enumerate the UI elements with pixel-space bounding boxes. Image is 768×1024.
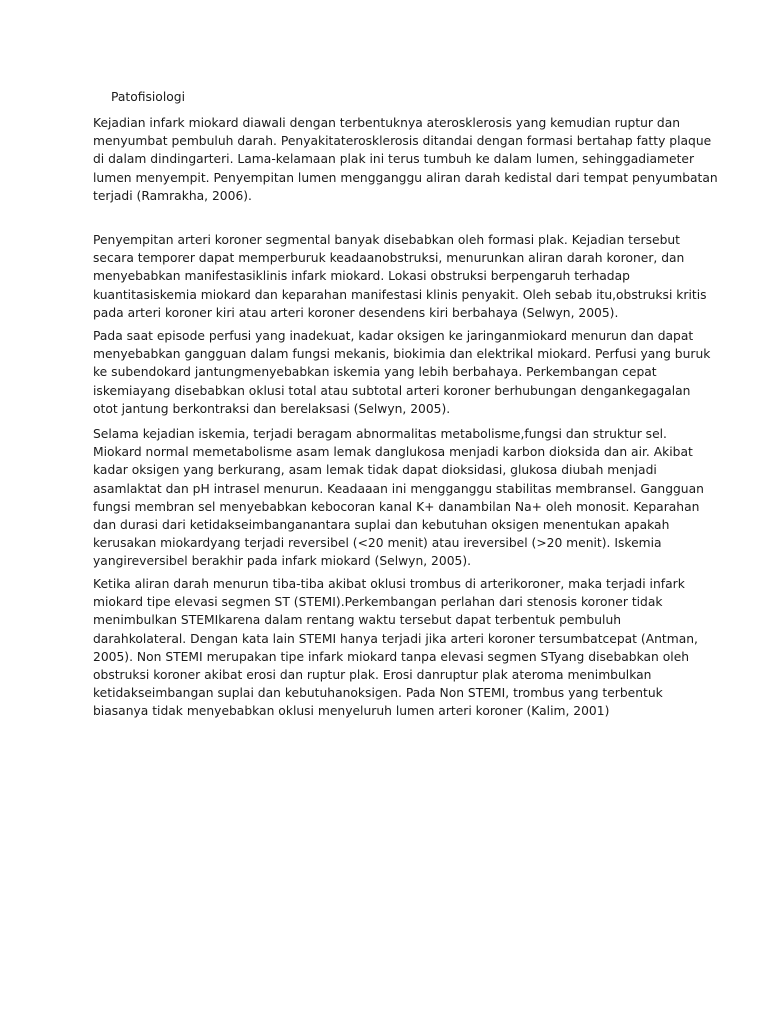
text-line: yangireversibel berakhir pada infark miokard (Selwyn, 2005). [93,554,472,569]
text-line: lumen menyempit. Penyempitan lumen mengganggu aliran darah kedistal dari tempat penyumbatan [93,170,718,185]
text-line: asamlaktat dan pH intrasel menurun. Keadaaan ini mengganggu stabilitas membransel. Gangguan [93,481,704,496]
text-line: Selama kejadian iskemia, terjadi beragam abnormalitas metabolisme,fungsi dan struktur sel. [93,427,667,441]
paragraph-2 [93,231,707,322]
paragraph-5 [93,575,698,721]
text-line: Kejadian infark miokard diawali dengan terbentuknya aterosklerosis yang kemudian ruptur dan [93,116,681,130]
text-line: Ketika aliran darah menurun tiba-tiba akibat oklusi trombus di arterikoroner, maka terjadi infark [93,577,685,591]
text-line: ke subendokard jantungmenyebabkan iskemia yang lebih berbahaya. Perkembangan cepat [93,365,657,380]
text-line: di dalam dindingarteri. Lama-kelamaan plak ini terus tumbuh ke dalam lumen, sehinggadiameter [93,152,695,167]
text-line: Miokard normal memetabolisme asam lemak danglukosa menjadi karbon dioksida dan air. Akibat [93,445,693,460]
text-line: otot jantung berkontraksi dan berelaksasi (Selwyn, 2005). [93,401,451,416]
text-line: Pada saat episode perfusi yang inadekuat, kadar oksigen ke jaringanmiokard menurun dan dapat [93,329,694,343]
text-line: kerusakan miokardyang terjadi reversibel (<20 menit) atau ireversibel (>20 menit). Iskemia [93,536,662,551]
text-line: menimbulkan STEMIkarena dalam rentang waktu tersebut dapat terbentuk pembuluh [93,613,622,628]
paragraph-4 [93,425,704,571]
paragraph-1 [93,114,718,205]
text-line: fungsi membran sel menyebabkan kebocoran kanal K+ danambilan Na+ oleh monosit. Keparahan [93,499,700,514]
text-line: dan durasi dari ketidakseimbanganantara suplai dan kebutuhan oksigen menentukan apakah [93,518,670,533]
text-line: kadar oksigen yang berkurang, asam lemak tidak dapat dioksidasi, glukosa diubah menjadi [93,463,657,478]
text-line: obstruksi koroner akibat erosi dan ruptur plak. Erosi danruptur plak ateroma menimbulkan [93,668,652,683]
text-line: iskemiayang disebabkan oklusi total atau subtotal arteri koroner berhubungan dengankegagalan [93,383,691,398]
text-line: darahkolateral. Dengan kata lain STEMI hanya terjadi jika arteri koroner tersumbatcepat (Antman, [93,631,698,646]
text-line: miokard tipe elevasi segmen ST (STEMI).Perkembangan perlahan dari stenosis koroner tidak [93,595,663,610]
text-line: biasanya tidak menyebabkan oklusi menyeluruh lumen arteri koroner (Kalim, 2001) [93,704,610,719]
text-line: menyebabkan gangguan dalam fungsi mekanis, biokimia dan elektrikal miokard. Perfusi yang buruk [93,347,711,362]
text-line: ketidakseimbangan suplai dan kebutuhanoksigen. Pada Non STEMI, trombus yang terbentuk [93,686,663,701]
text-line: 2005). Non STEMI merupakan tipe infark miokard tanpa elevasi segmen STyang disebabkan oleh [93,649,690,664]
paragraph-3 [93,327,710,418]
text-line: menyumbat pembuluh darah. Penyakitaterosklerosis ditandai dengan formasi bertahap fatty plaque [93,134,712,149]
text-line: Penyempitan arteri koroner segmental banyak disebabkan oleh formasi plak. Kejadian tersebut [93,233,681,247]
section-heading: Patofisiologi [111,90,185,104]
text-line: kuantitasiskemia miokard dan keparahan manifestasi klinis penyakit. Oleh sebab itu,obstruksi kritis [93,287,707,302]
text-line: menyebabkan manifestasiklinis infark miokard. Lokasi obstruksi berpengaruh terhadap [93,269,630,284]
text-line: pada arteri koroner kiri atau arteri koroner desendens kiri berbahaya (Selwyn, 2005). [93,305,619,320]
text-line: secara temporer dapat memperburuk keadaanobstruksi, menurunkan aliran darah koroner, dan [93,251,685,266]
text-line: terjadi (Ramrakha, 2006). [93,188,252,203]
